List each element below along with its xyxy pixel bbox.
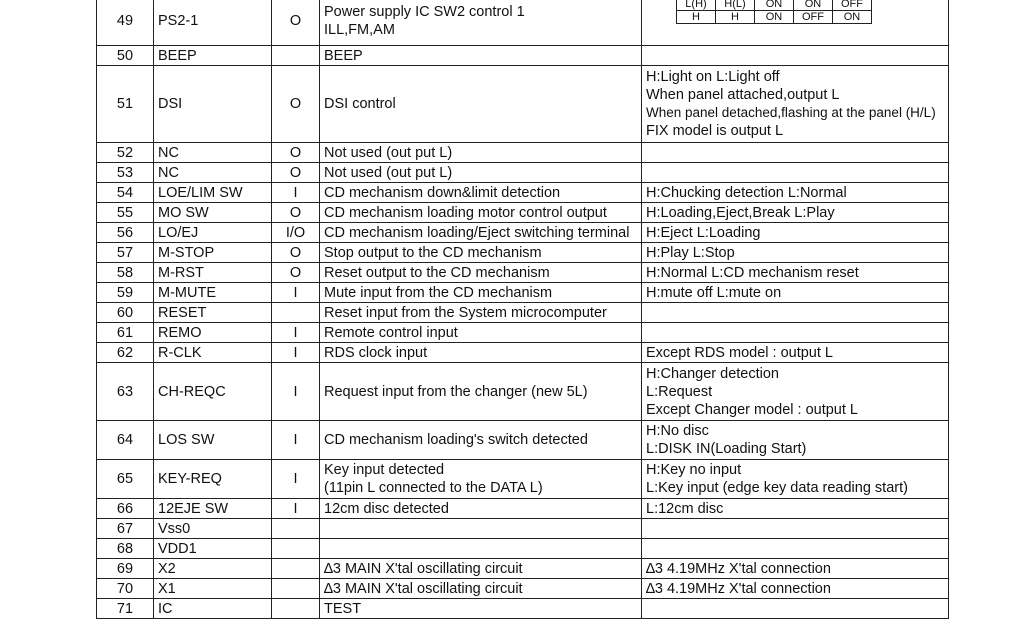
pin-io-cell: I [272, 363, 320, 421]
description-line: ILL,FM,AM [324, 22, 395, 38]
pin-description-cell [320, 363, 642, 421]
pin-table [96, 0, 949, 619]
pin-description-cell [320, 460, 642, 499]
description-line: Remote control input [324, 324, 458, 341]
pin-number-cell: 60 [97, 303, 154, 323]
pin-io-cell: O [272, 163, 320, 183]
logic-state-row [677, 0, 872, 11]
table-row [97, 460, 949, 499]
pin-description-cell [320, 539, 642, 559]
pin-note-cell [642, 283, 949, 303]
pin-name-cell: R-CLK [154, 343, 272, 363]
table-row [97, 163, 949, 183]
table-row [97, 303, 949, 323]
table-row [97, 343, 949, 363]
table-row [97, 223, 949, 243]
pin-io-cell: I [272, 343, 320, 363]
pin-io-cell: I [272, 460, 320, 499]
pin-io-cell [272, 303, 320, 323]
table-row [97, 143, 949, 163]
pin-note-cell [642, 460, 949, 499]
logic-state-cell: ON [794, 0, 833, 11]
pin-io-cell: I [272, 283, 320, 303]
pin-name-cell: M-STOP [154, 243, 272, 263]
note-line: FIX model is output L [646, 123, 784, 139]
pin-io-cell [272, 559, 320, 579]
note-line: When panel attached,output L [646, 87, 840, 103]
pin-name-cell: X1 [154, 579, 272, 599]
pin-name-cell: NC [154, 143, 272, 163]
pin-note-cell [642, 203, 949, 223]
pin-number-cell: 64 [97, 421, 154, 460]
pin-description-cell [320, 243, 642, 263]
pin-name-cell: M-MUTE [154, 283, 272, 303]
pin-io-cell [272, 599, 320, 619]
description-line: ∆3 MAIN X'tal oscillating circuit [324, 580, 523, 597]
pin-name-cell: 12EJE SW [154, 499, 272, 519]
pin-description-cell [320, 223, 642, 243]
pin-description-cell [320, 163, 642, 183]
pin-number-cell: 57 [97, 243, 154, 263]
pin-note-cell [642, 363, 949, 421]
pin-name-cell: BEEP [154, 46, 272, 66]
pin-description-cell [320, 323, 642, 343]
description-line: Mute input from the CD mechanism [324, 284, 553, 301]
pin-description-cell [320, 283, 642, 303]
table-row [97, 263, 949, 283]
pin-number-cell: 54 [97, 183, 154, 203]
logic-state-cell: ON [755, 0, 794, 11]
note-line: H:mute off L:mute on [646, 284, 782, 301]
pin-name-cell: Vss0 [154, 519, 272, 539]
table-row [97, 203, 949, 223]
pin-number-cell: 65 [97, 460, 154, 499]
pin-number-cell: 70 [97, 579, 154, 599]
pin-number-cell: 59 [97, 283, 154, 303]
pin-name-cell: X2 [154, 559, 272, 579]
pin-io-cell: I [272, 183, 320, 203]
table-row [97, 499, 949, 519]
pin-description-cell [320, 143, 642, 163]
note-line: L:Key input (edge key data reading start) [646, 480, 908, 496]
table-row [97, 599, 949, 619]
pin-name-cell: RESET [154, 303, 272, 323]
pin-io-cell: I [272, 323, 320, 343]
table-row [97, 66, 949, 143]
description-line: BEEP [324, 47, 363, 64]
logic-state-cell: OFF [833, 0, 872, 11]
pin-io-cell: I [272, 499, 320, 519]
description-line: ∆3 MAIN X'tal oscillating circuit [324, 560, 523, 577]
description-line: (11pin L connected to the DATA L) [324, 480, 543, 496]
logic-state-cell: H(L) [716, 0, 755, 11]
description-line: CD mechanism down&limit detection [324, 184, 561, 201]
pin-io-cell: O [272, 203, 320, 223]
table-row [97, 46, 949, 66]
description-line: DSI control [324, 96, 396, 112]
pin-description-cell [320, 66, 642, 143]
note-line: When panel detached,flashing at the panel (H/L) [646, 105, 936, 120]
pin-number-cell: 71 [97, 599, 154, 619]
pin-description-cell [320, 579, 642, 599]
description-line: CD mechanism loading's switch detected [324, 432, 588, 448]
logic-state-cell: H [716, 11, 755, 24]
pin-note-cell [642, 519, 949, 539]
logic-state-table [676, 0, 872, 24]
description-line: Reset input from the System microcomputer [324, 304, 607, 321]
description-line: CD mechanism loading/Eject switching terminal [324, 224, 630, 241]
pin-description-cell [320, 183, 642, 203]
pin-io-cell [272, 46, 320, 66]
pin-name-cell: M-RST [154, 263, 272, 283]
pin-description-cell [320, 343, 642, 363]
pin-description-cell [320, 519, 642, 539]
pin-description-cell [320, 559, 642, 579]
pin-note-cell [642, 539, 949, 559]
pin-io-cell: O [272, 66, 320, 143]
pin-note-cell [642, 323, 949, 343]
table-row [97, 519, 949, 539]
note-line: H:Changer detection [646, 365, 779, 382]
description-line: Power supply IC SW2 control 1 [324, 4, 525, 20]
pin-io-cell [272, 539, 320, 559]
pin-description-cell [320, 263, 642, 283]
table-row [97, 283, 949, 303]
pin-note-cell [642, 66, 949, 143]
pin-number-cell: 61 [97, 323, 154, 343]
pin-name-cell: KEY-REQ [154, 460, 272, 499]
pin-name-cell: DSI [154, 66, 272, 143]
pin-description-cell [320, 499, 642, 519]
pin-number-cell: 62 [97, 343, 154, 363]
pin-io-cell: I/O [272, 223, 320, 243]
description-line: 12cm disc detected [324, 500, 449, 517]
pin-io-cell: O [272, 263, 320, 283]
pin-name-cell: NC [154, 163, 272, 183]
note-line: H:Key no input [646, 462, 742, 478]
table-row [97, 0, 949, 46]
note-line: H:Chucking detection L:Normal [646, 184, 847, 201]
description-line: Not used (out put L) [324, 164, 453, 181]
logic-state-cell: ON [833, 11, 872, 24]
pin-io-cell [272, 579, 320, 599]
description-line: Key input detected [324, 462, 445, 478]
pin-number-cell: 67 [97, 519, 154, 539]
pin-note-cell [642, 46, 949, 66]
pin-number-cell: 52 [97, 143, 154, 163]
note-line: H:Light on L:Light off [646, 69, 780, 85]
note-line: Except Changer model : output L [646, 401, 858, 418]
table-row [97, 243, 949, 263]
pin-number-cell: 68 [97, 539, 154, 559]
pin-number-cell: 50 [97, 46, 154, 66]
logic-state-cell: ON [755, 11, 794, 24]
table-row [97, 323, 949, 343]
description-line: Reset output to the CD mechanism [324, 264, 550, 281]
pin-note-cell [642, 599, 949, 619]
pin-io-cell [272, 519, 320, 539]
table-row [97, 539, 949, 559]
pin-name-cell: CH-REQC [154, 363, 272, 421]
table-row [97, 579, 949, 599]
note-line: L:12cm disc [646, 500, 724, 517]
pin-description-cell [320, 0, 642, 46]
pin-io-cell: O [272, 0, 320, 46]
pin-name-cell: LOS SW [154, 421, 272, 460]
pin-description-cell [320, 203, 642, 223]
pin-note-cell [642, 303, 949, 323]
note-line: L:Request [646, 383, 713, 400]
pin-number-cell: 66 [97, 499, 154, 519]
pin-name-cell: MO SW [154, 203, 272, 223]
pin-name-cell: REMO [154, 323, 272, 343]
table-row [97, 183, 949, 203]
pin-note-cell [642, 223, 949, 243]
pin-description-cell [320, 599, 642, 619]
pin-name-cell: PS2-1 [154, 0, 272, 46]
pin-note-cell [642, 0, 949, 46]
pin-io-cell: O [272, 143, 320, 163]
table-row [97, 421, 949, 460]
pin-number-cell: 56 [97, 223, 154, 243]
description-line: Stop output to the CD mechanism [324, 244, 542, 261]
pin-name-cell: IC [154, 599, 272, 619]
pin-note-cell [642, 263, 949, 283]
table-row [97, 363, 949, 421]
description-line: Not used (out put L) [324, 144, 453, 161]
pin-name-cell: LOE/LIM SW [154, 183, 272, 203]
pin-note-cell [642, 343, 949, 363]
pin-name-cell: LO/EJ [154, 223, 272, 243]
note-line: H:Play L:Stop [646, 244, 735, 261]
note-line: H:Normal L:CD mechanism reset [646, 264, 859, 281]
logic-state-cell: L(H) [677, 0, 716, 11]
note-line: H:Loading,Eject,Break L:Play [646, 204, 835, 221]
pin-note-cell [642, 163, 949, 183]
note-line: ∆3 4.19MHz X'tal connection [646, 580, 831, 597]
pin-description-cell [320, 421, 642, 460]
pin-name-cell: VDD1 [154, 539, 272, 559]
logic-state-cell: OFF [794, 11, 833, 24]
logic-state-row [677, 11, 872, 24]
note-line: L:DISK IN(Loading Start) [646, 441, 807, 457]
pin-number-cell: 51 [97, 66, 154, 143]
pin-note-cell [642, 559, 949, 579]
note-line: H:No disc [646, 423, 709, 439]
pin-note-cell [642, 183, 949, 203]
pin-note-cell [642, 579, 949, 599]
pin-number-cell: 63 [97, 363, 154, 421]
pin-number-cell: 58 [97, 263, 154, 283]
description-line: TEST [324, 600, 362, 617]
pin-number-cell: 55 [97, 203, 154, 223]
pin-table-body [97, 0, 949, 619]
pin-io-cell: I [272, 421, 320, 460]
pin-number-cell: 69 [97, 559, 154, 579]
table-row [97, 559, 949, 579]
note-line: ∆3 4.19MHz X'tal connection [646, 560, 831, 577]
pin-note-cell [642, 143, 949, 163]
pin-note-cell [642, 421, 949, 460]
pin-number-cell: 53 [97, 163, 154, 183]
logic-state-cell: H [677, 11, 716, 24]
description-line: Request input from the changer (new 5L) [324, 383, 588, 400]
description-line: CD mechanism loading motor control output [324, 204, 607, 221]
note-line: Except RDS model : output L [646, 344, 833, 361]
pin-description-cell [320, 303, 642, 323]
pin-number-cell: 49 [97, 0, 154, 46]
note-line: H:Eject L:Loading [646, 224, 761, 241]
description-line: RDS clock input [324, 344, 428, 361]
pin-note-cell [642, 243, 949, 263]
pin-io-cell: O [272, 243, 320, 263]
pin-description-cell [320, 46, 642, 66]
pin-note-cell [642, 499, 949, 519]
